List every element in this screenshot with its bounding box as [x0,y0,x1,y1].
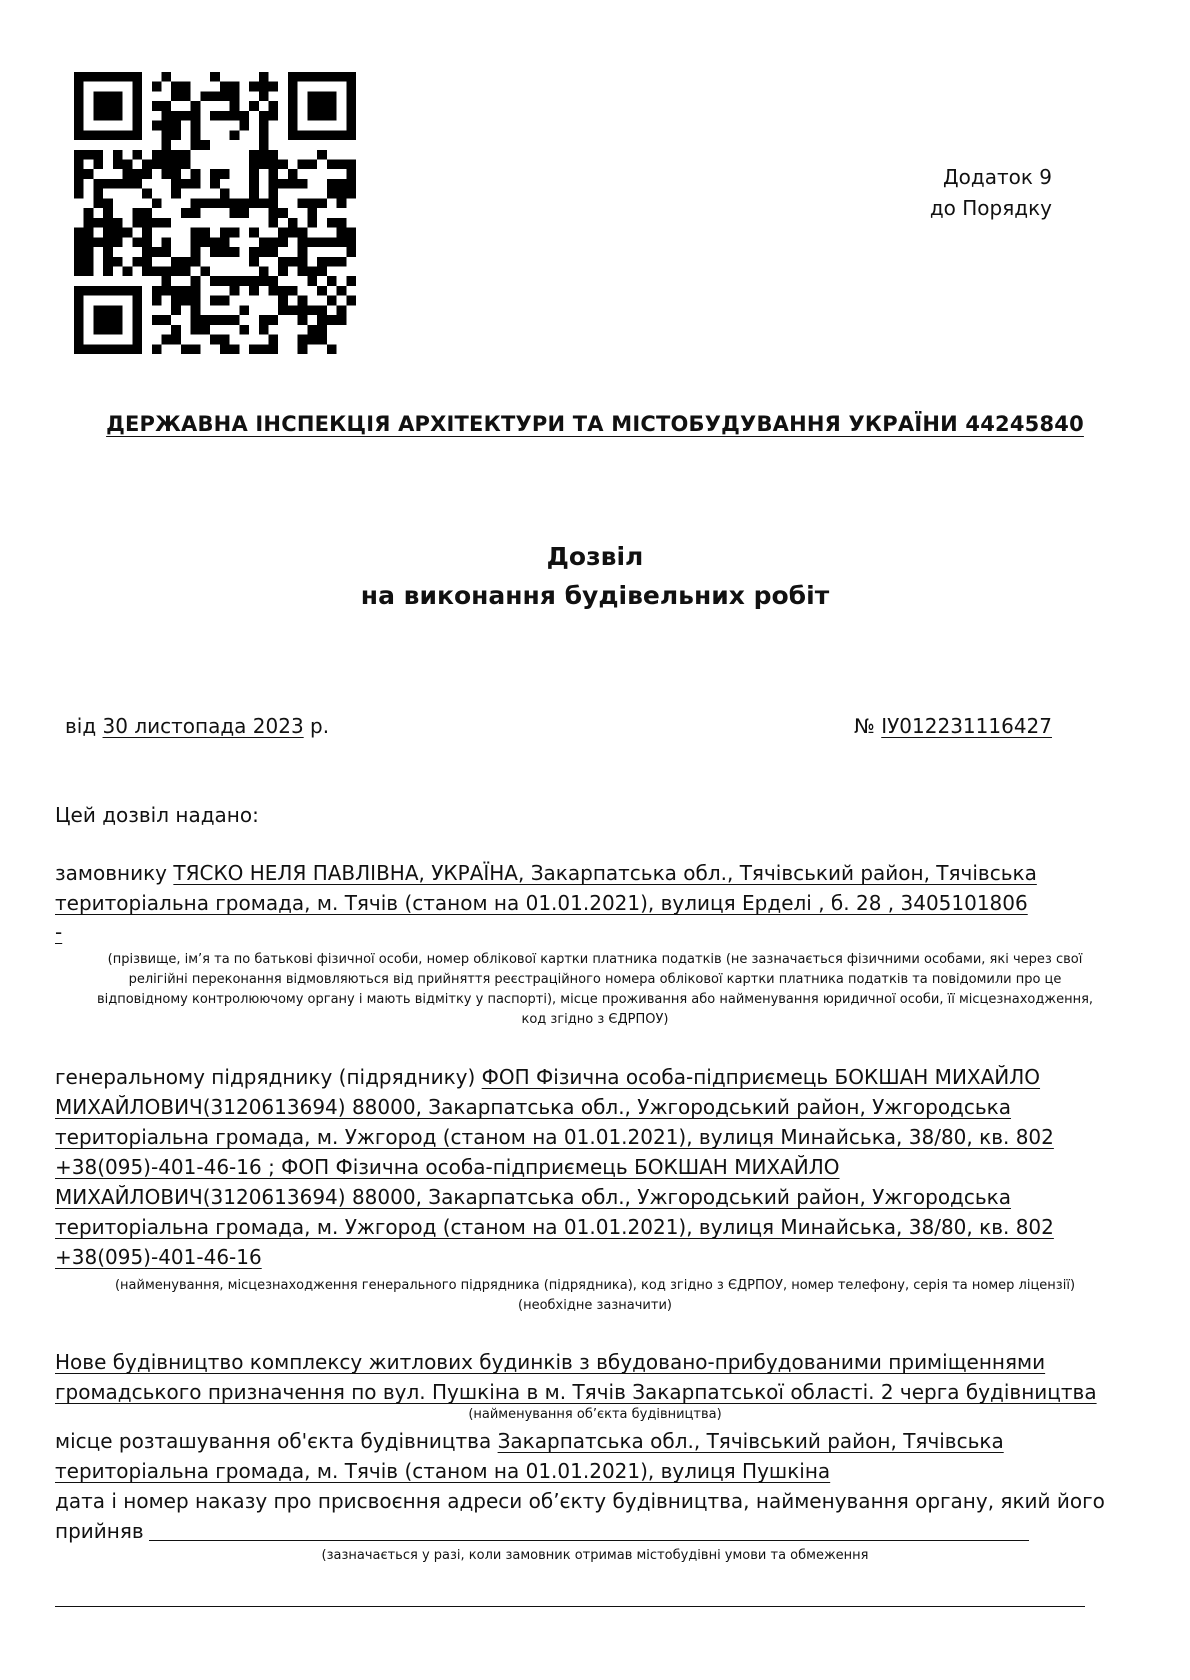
permit-number [854,711,1052,741]
address-order-continuation-line [55,1606,1085,1607]
customer-line-3: - [55,920,63,944]
contractor-line: +38(095)-401-46-16 ; ФОП Фізична особа-підприємець БОКШАН МИХАЙЛО [55,1155,840,1179]
authority-heading [0,412,1190,436]
address-order-note: (зазначається у разі, коли замовник отримав містобудівні умови та обмеження [321,1548,869,1563]
contractor-line: +38(095)-401-46-16 [55,1245,262,1269]
document-title: Дозвіл [546,542,644,571]
contractor-line: МИХАЙЛОВИЧ(3120613694) 88000, Закарпатська обл., Ужгородський район, Ужгородська [55,1095,1012,1119]
contractor-note-line: (необхідне зазначити) [518,1298,672,1313]
contractor-note [40,1276,1150,1316]
address-order-line-1: дата і номер наказу про присвоєння адреси об’єкту будівництва, найменування органу, який його [55,1489,1105,1513]
customer-note [40,950,1150,1030]
document-subtitle: на виконання будівельних робіт [360,581,830,610]
customer-note-line: релігійні переконання відмовляються від прийняття реєстраційного номера облікової картки платника податків та повідомили про це [128,972,1062,987]
customer-note-line: відповідному контролюючому органу і мають відмітку у паспорті), місце проживання або найменування юридичної особи, її місцезнаходження, [96,992,1094,1007]
customer-note-line: (прізвище, ім’я та по батькові фізичної особи, номер облікової картки платника податків (не зазначається фізичними особами, які через свої [107,952,1083,967]
contractor-line: територіальна громада, м. Ужгород (станом на 01.01.2021), вулиця Минайська, 38/80, кв. 802 [55,1125,1054,1149]
number-prefix: № [854,714,875,738]
object-note: (найменування об’єкта будівництва) [468,1407,722,1422]
contractor-line-1 [55,1062,1040,1092]
appendix-reference: до Порядку [929,196,1052,220]
customer-text: ТЯСКО НЕЛЯ ПАВЛІВНА, УКРАЇНА, Закарпатська обл., Тячівський район, Тячівська [173,861,1037,885]
contractor-line: територіальна громада, м. Ужгород (станом на 01.01.2021), вулиця Минайська, 38/80, кв. 802 [55,1215,1054,1239]
date-value: 30 листопада 2023 [102,714,304,738]
number-value: ІУ012231116427 [881,714,1052,738]
object-line-1: Нове будівництво комплексу житлових будинків з вбудовано-прибудованими приміщеннями [55,1350,1046,1374]
customer-line-2: територіальна громада, м. Тячів (станом на 01.01.2021), вулиця Ерделі , б. 28 , 3405101806 [55,891,1028,915]
address-order-line-2: прийняв [55,1519,144,1543]
issue-date [65,711,329,741]
customer-note-line: код згідно з ЄДРПОУ) [521,1012,669,1027]
location-prefix: місце розташування об'єкта будівництва [55,1429,492,1453]
appendix-number: Додаток 9 [943,165,1052,189]
qr-code-icon [74,72,356,354]
customer-prefix: замовнику [55,861,167,885]
authority-name: ДЕРЖАВНА ІНСПЕКЦІЯ АРХІТЕКТУРИ ТА МІСТОБУДУВАННЯ УКРАЇНИ 44245840 [106,412,1084,436]
date-prefix: від [65,714,97,738]
address-order-blank-line [149,1540,1029,1541]
contractor-note-line: (найменування, місцезнаходження генерального підрядника (підрядника), код згідно з ЄДРПОУ, номер телефону, серія та номер ліцензії) [114,1278,1076,1293]
location-line-1 [55,1426,1004,1456]
granted-label: Цей дозвіл надано: [55,803,259,827]
location-line-2: територіальна громада, м. Тячів (станом на 01.01.2021), вулиця Пушкіна [55,1459,831,1483]
contractor-line: МИХАЙЛОВИЧ(3120613694) 88000, Закарпатська обл., Ужгородський район, Ужгородська [55,1185,1012,1209]
appendix-label [930,162,1052,224]
date-suffix: р. [310,714,330,738]
contractor-text: ФОП Фізична особа-підприємець БОКШАН МИХАЙЛО [481,1065,1041,1089]
object-line-2: громадського призначення по вул. Пушкіна в м. Тячів Закарпатської області. 2 черга будівництва [55,1380,1097,1404]
customer-line-1 [55,858,1037,888]
location-text: Закарпатська обл., Тячівський район, Тячівська [497,1429,1004,1453]
contractor-prefix: генеральному підряднику (підряднику) [55,1065,476,1089]
